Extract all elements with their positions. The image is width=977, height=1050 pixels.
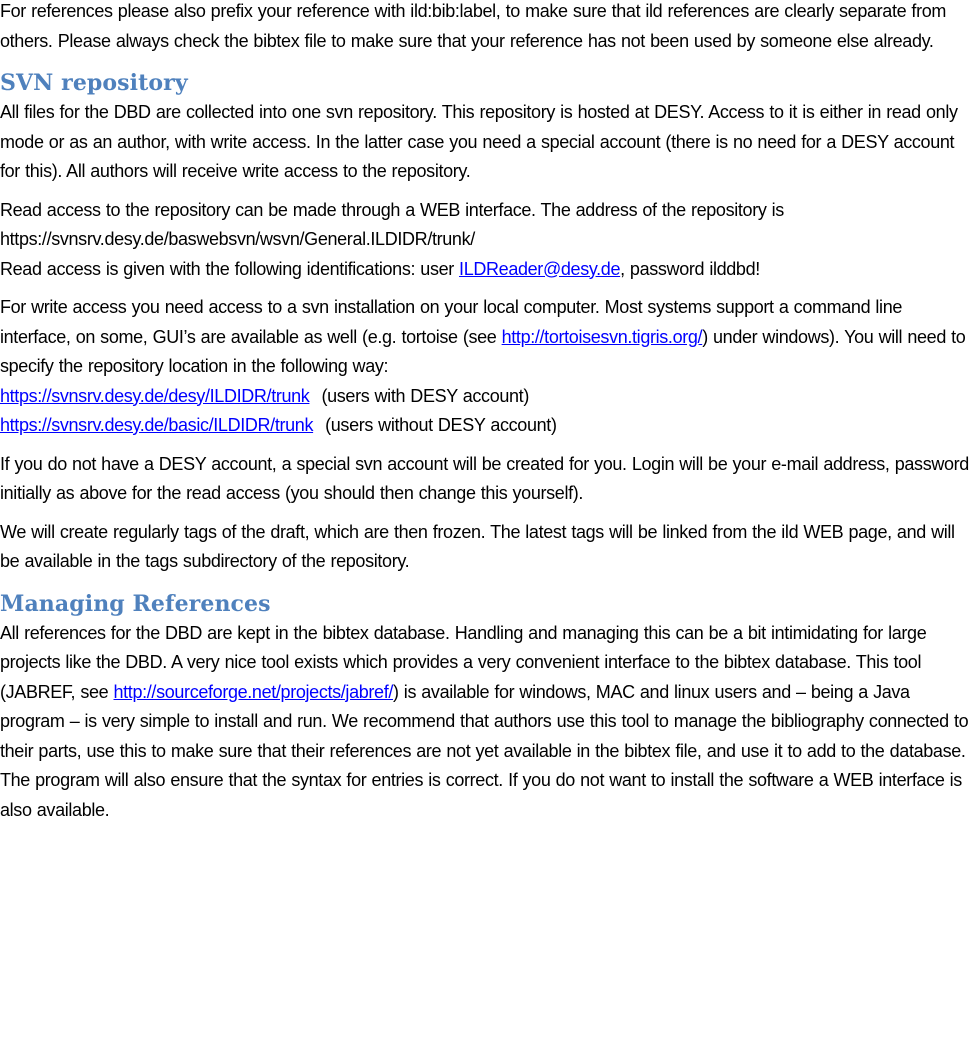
intro-paragraph: For references please also prefix your reference with ild:bib:label, to make sure that ild references are clearly separate from others. Please always check the bibtex file to make sure that your reference has not been used by someone else already. (0, 1, 947, 51)
repo-basic-note: (users without DESY account) (325, 415, 557, 435)
repo-line-basic (0, 411, 977, 441)
repo-line-desy (0, 382, 977, 412)
references-heading: Managing References (0, 590, 271, 617)
svn-paragraph-5: We will create regularly tags of the draft, which are then frozen. The latest tags will be linked from the ild WEB page, and will be available in the tags subdirectory of the repository. (0, 521, 955, 571)
repo-desy-link[interactable]: https://svnsrv.desy.de/desy/ILDIDR/trunk (0, 385, 310, 406)
jabref-link[interactable]: http://sourceforge.net/projects/jabref/ (113, 681, 394, 702)
repo-desy-note: (users with DESY account) (321, 385, 529, 406)
write-access-text-post: ) under windows). You will need to specify the repository location in the following way: (0, 326, 966, 376)
svn-web-url: https://svnsrv.desy.de/baswebsvn/wsvn/General.ILDIDR/trunk/ (0, 229, 475, 249)
svn-paragraph-3 (0, 293, 977, 441)
svn-read-access-line: Read access to the repository can be made through a WEB interface. The address of the repository is (0, 199, 784, 220)
repo-basic-link[interactable]: https://svnsrv.desy.de/basic/ILDIDR/trunk (0, 415, 314, 435)
credentials-prefix: Read access is given with the following identifications: user (0, 258, 460, 279)
write-access-text-pre: For write access you need access to a svn installation on your local computer. Most systems support a command line interface, on some, GUI’s are available as well (e.g. tortoise (see (0, 297, 903, 347)
svn-paragraph-4: If you do not have a DESY account, a special svn account will be created for you. Login will be your e-mail address, password initially as above for the read access (you should then change this yourself). (0, 453, 969, 503)
references-text-post: ) is available for windows, MAC and linux users and – being a Java program – is very simple to install and run. We recommend that authors use this tool to manage the bibliography connected to their parts, use this to make sure that their references are not yet available in the bibtex file, and use it to add to the database. The program will also ensure that the syntax for entries is correct. If you do not want to install the software a WEB interface is also available. (0, 681, 969, 820)
tortoisesvn-link[interactable]: http://tortoisesvn.tigris.org/ (501, 326, 703, 347)
svn-heading: SVN repository (0, 70, 188, 96)
svn-credentials-line (0, 255, 977, 285)
references-paragraph (0, 619, 977, 826)
credentials-suffix: , password ilddbd! (620, 258, 760, 279)
reader-email-link[interactable]: ILDReader@desy.de (459, 258, 621, 279)
svn-paragraph-1: All files for the DBD are collected into one svn repository. This repository is hosted at DESY. Access to it is either in read only mode or as an author, with write access. In the latter case you need a special account (there is no need for a DESY account for this). All authors will receive write access to the repository. (0, 102, 958, 181)
references-text-pre: All references for the DBD are kept in the bibtex database. Handling and managing this can be a bit intimidating for large projects like the DBD. A very nice tool exists which provides a very convenient interface to the bibtex database. This tool (JABREF, see (0, 622, 927, 702)
svn-paragraph-2 (0, 196, 977, 285)
